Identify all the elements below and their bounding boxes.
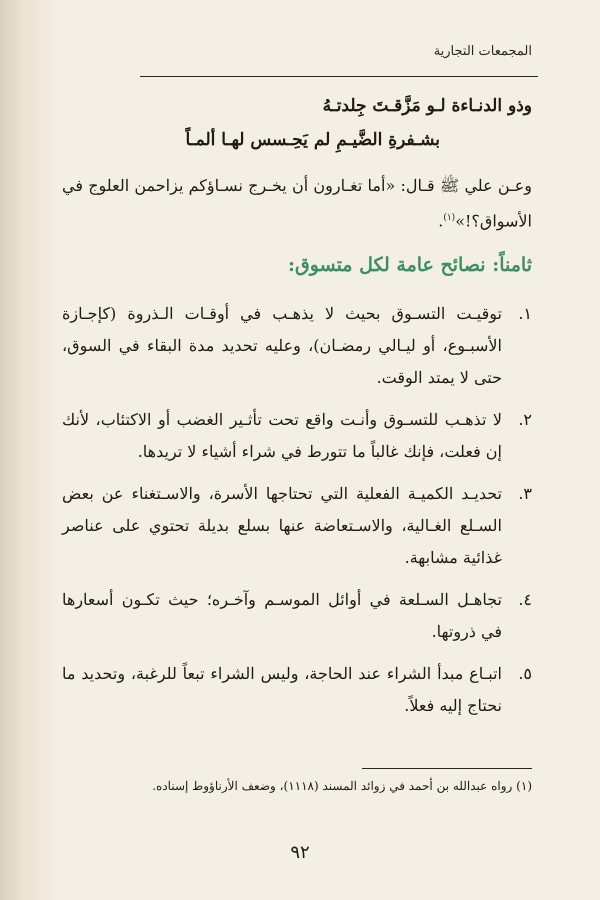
list-item-text: تجاهـل السـلعة في أوائل الموسـم وآخـره؛ حيث تكـون أسعارها في ذروتها. bbox=[62, 590, 502, 641]
list-item bbox=[62, 584, 532, 648]
hadith-text: وعـن علي ﷺ قـال: «أما تغـارون أن يخـرج نسـاؤكم يزاحمن العلوج في الأسواق؟!» bbox=[62, 176, 532, 231]
list-item-number: ٢. bbox=[518, 410, 532, 429]
list-item-number: ٣. bbox=[518, 484, 532, 503]
list-item-text: لا تذهـب للتسـوق وأنـت واقع تحت تأثـير الغضب أو الاكتئاب، لأنك إن فعلت، فإنك غالباً ما تتورط في شراء أشياء لا تريدها. bbox=[62, 410, 502, 461]
running-head: المجمعات التجارية bbox=[433, 44, 532, 59]
poem-line-1: وذو الدنـاءة لـو مَزَّقـتَ جِلدتـهُ bbox=[322, 96, 532, 116]
list-item-number: ٤. bbox=[518, 590, 532, 609]
hadith-end: . bbox=[438, 211, 444, 231]
list-item-text: توقيـت التسـوق بحيث لا يذهـب في أوقـات الـذروة (كإجـازة الأسبـوع، أو ليـالي رمضـان)، وعليه تحديد مدة البقاء في السوق، حتى لا يمتد الوقت. bbox=[62, 304, 502, 387]
hadith-paragraph bbox=[62, 170, 532, 237]
page-number: ٩٢ bbox=[290, 842, 310, 863]
footnote: (١) رواه عبدالله بن أحمد في زوائد المسند (١١١٨)، وضعف الأرناؤوط إسناده. bbox=[152, 779, 532, 793]
list-item-number: ٥. bbox=[518, 664, 532, 683]
list-item bbox=[62, 298, 532, 394]
tips-list bbox=[62, 298, 532, 732]
list-item bbox=[62, 478, 532, 574]
header-rule bbox=[140, 76, 538, 77]
footnote-ref[interactable]: (١) bbox=[443, 213, 456, 223]
section-title: ثامناً: نصائح عامة لكل متسوق: bbox=[288, 254, 532, 276]
poem-line-2: بشـفرةِ الضَّيـمِ لم يَحِـسس لهـا ألمـاً bbox=[185, 130, 440, 150]
list-item-text: تحديـد الكميـة الفعلية التي تحتاجها الأسرة، والاسـتغناء عن بعض السـلع الغـالية، والاسـتعاضة عنها بسلع بديلة تحتوي على عناصر غذائية مشابهة. bbox=[62, 484, 502, 567]
list-item-number: ١. bbox=[518, 304, 532, 323]
footnote-rule bbox=[362, 768, 532, 769]
list-item bbox=[62, 404, 532, 468]
list-item-text: اتبـاع مبدأ الشراء عند الحاجة، وليس الشراء تبعاً للرغبة، وتحديد ما نحتاج إليه فعلاً. bbox=[62, 664, 502, 715]
list-item bbox=[62, 658, 532, 722]
